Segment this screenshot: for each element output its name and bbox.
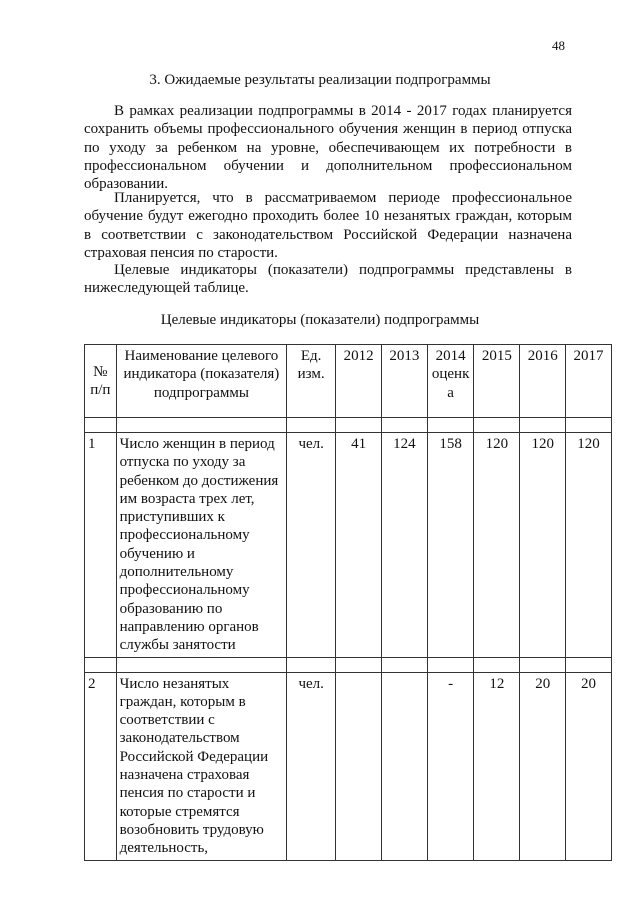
cell-2014: - [427, 672, 474, 860]
header-2013: 2013 [381, 345, 427, 418]
header-2015: 2015 [474, 345, 520, 418]
cell-2012 [336, 672, 382, 860]
header-name: Наименование целевого индикатора (показателя) подпрограммы [116, 345, 287, 418]
header-2012: 2012 [336, 345, 382, 418]
cell-name: Число незанятых граждан, которым в соответствии с законодательством Российской Федерации назначена страховая пенсия по старости и которые стремятся возобновить трудовую деятельность, [116, 672, 287, 860]
paragraph-1 [84, 102, 572, 193]
header-unit: Ед. изм. [287, 345, 336, 418]
cell-no: 1 [85, 433, 117, 658]
header-2014: 2014 оценк а [427, 345, 474, 418]
cell-2015: 12 [474, 672, 520, 860]
paragraph-3-text: Целевые индикаторы (показатели) подпрограммы представлены в нижеследующей таблице. [84, 262, 572, 297]
paragraph-2 [84, 189, 572, 262]
cell-2016: 20 [520, 672, 566, 860]
indicators-table [84, 344, 612, 861]
cell-2015: 120 [474, 433, 520, 658]
cell-no: 2 [85, 672, 117, 860]
page-number: 48 [552, 38, 565, 53]
cell-2012: 41 [336, 433, 382, 658]
cell-unit: чел. [287, 433, 336, 658]
paragraph-3 [84, 261, 572, 298]
cell-2014: 158 [427, 433, 474, 658]
cell-2016: 120 [520, 433, 566, 658]
cell-name: Число женщин в период отпуска по уходу за ребенком до достижения им возраста трех лет, приступивших к профессиональному обучению и дополнительному профессиональному образованию по направлению органов службы занятости [116, 433, 287, 658]
table-row [85, 672, 612, 860]
cell-2017: 20 [566, 672, 612, 860]
paragraph-1-text: В рамках реализации подпрограммы в 2014 - 2017 годах планируется сохранить объемы профессионального обучения женщин в период отпуска по уходу за ребенком на уровне, обеспечивающем их потребности в профессиональном обучении и дополнительном профессиональном образовании. [84, 103, 572, 193]
cell-unit: чел. [287, 672, 336, 860]
cell-2013 [381, 672, 427, 860]
header-no: № п/п [85, 345, 117, 418]
header-2017: 2017 [566, 345, 612, 418]
table-spacer-row [85, 657, 612, 672]
table-spacer-row [85, 418, 612, 433]
section-title: 3. Ожидаемые результаты реализации подпрограммы [149, 72, 491, 88]
cell-2013: 124 [381, 433, 427, 658]
table-row [85, 433, 612, 658]
table-header-row [85, 345, 612, 418]
header-2016: 2016 [520, 345, 566, 418]
paragraph-2-text: Планируется, что в рассматриваемом периоде профессиональное обучение будут ежегодно проходить более 10 незанятых граждан, которым в соответствии с законодательством Российской Федерации назначена страховая пенсия по старости. [84, 190, 572, 261]
cell-2017: 120 [566, 433, 612, 658]
table-caption: Целевые индикаторы (показатели) подпрограммы [160, 312, 480, 328]
